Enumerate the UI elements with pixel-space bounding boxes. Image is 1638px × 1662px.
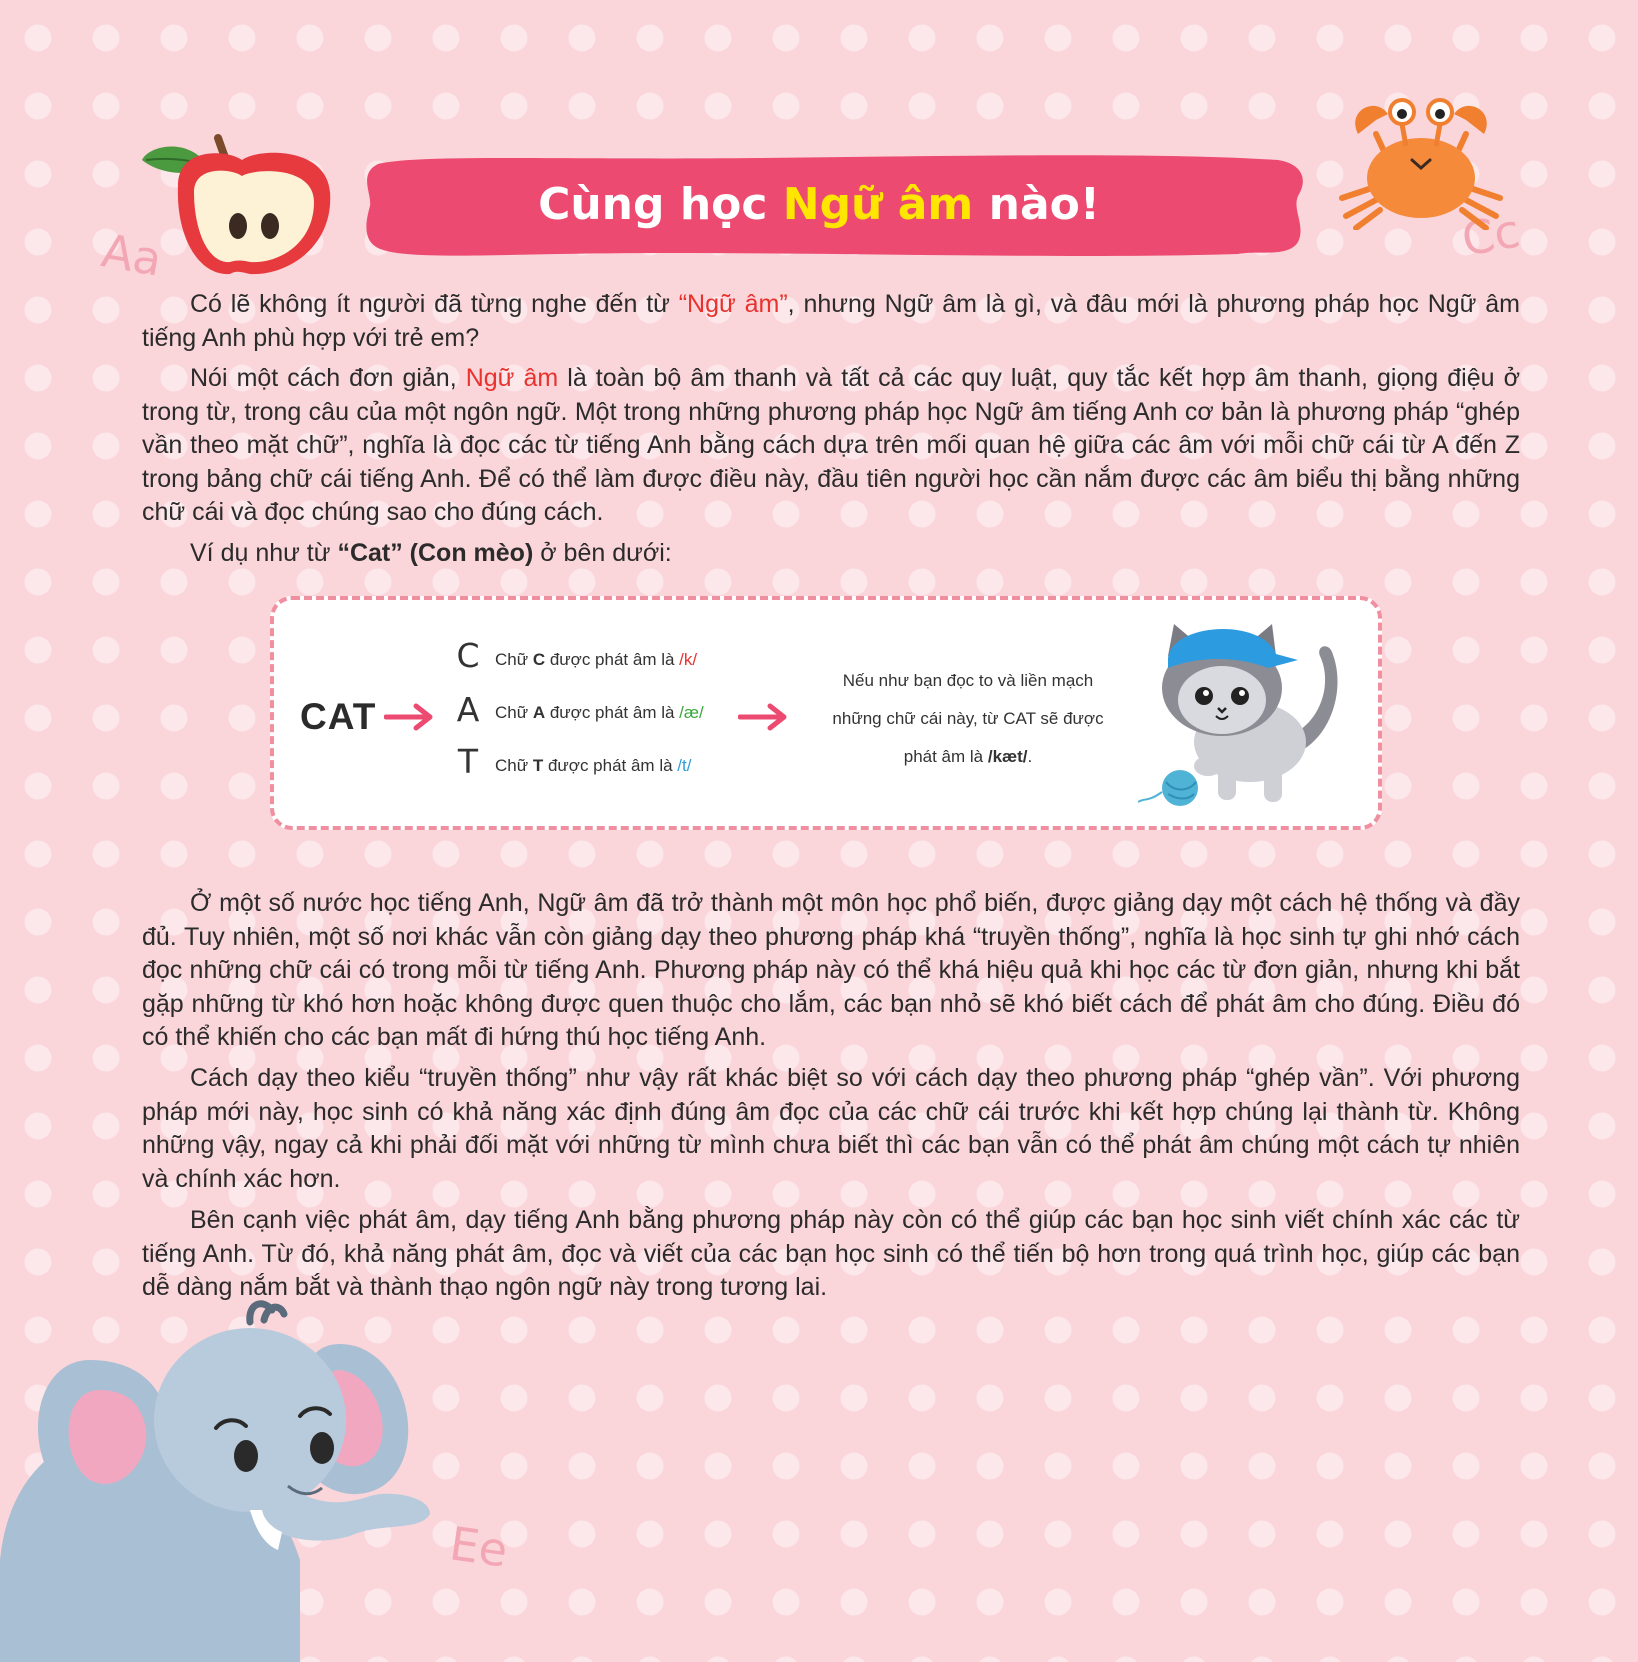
letter-a: A bbox=[456, 690, 480, 729]
paragraph-definition: Nói một cách đơn giản, Ngữ âm là toàn bộ âm thanh và tất cả các quy luật, quy tắc kết hợp âm thanh, giọng điệu ở trong từ, trong câu của một ngôn ngữ. Một trong những phương pháp học Ngữ âm tiếng Anh cơ bản là phương pháp “ghép vần theo mặt chữ”, nghĩa là đọc các từ tiếng Anh bằng cách dựa trên mối quan hệ giữa các âm với mỗi chữ cái từ A đến Z trong bảng chữ cái tiếng Anh. Để có thể làm được điều này, đầu tiên người học cần nắm được các âm biểu thị bằng những chữ cái và đọc chúng sao cho đúng cách. bbox=[142, 364, 1520, 526]
paragraph-comparison: Cách dạy theo kiểu “truyền thống” như vậy rất khác biệt so với cách dạy theo phương pháp “ghép vần”. Với phương pháp mới này, học sinh có khả năng xác định đúng âm đọc của các chữ cái trước khi kết hợp chúng lại thành từ. Không những vậy, ngay cả khi phải đối mặt với những từ mình chưa biết thì các bạn vẫn có thể phát âm chúng một cách tự nhiên và chính xác hơn. bbox=[142, 1064, 1520, 1193]
paragraph-intro: Có lẽ không ít người đã từng nghe đến từ “Ngữ âm”, nhưng Ngữ âm là gì, và đâu mới là phương pháp học Ngữ âm tiếng Anh phù hợp với trẻ em? bbox=[142, 290, 1520, 352]
elephant-icon bbox=[0, 1300, 460, 1662]
arrow-right-icon bbox=[738, 702, 790, 732]
paragraph-example-intro: Ví dụ như từ “Cat” (Con mèo) ở bên dưới: bbox=[190, 539, 672, 567]
rule-a: Chữ A được phát âm là /æ/ bbox=[495, 703, 704, 722]
decorative-letters-ee: Ee bbox=[446, 1516, 511, 1578]
decorative-letters-cc: Cc bbox=[1457, 203, 1524, 267]
example-word: CAT bbox=[300, 696, 377, 737]
example-result: Nếu như bạn đọc to và liền mạch những chữ cái này, từ CAT sẽ được phát âm là /kæt/. bbox=[832, 671, 1104, 766]
page-title: Cùng học Ngữ âm nào! bbox=[538, 179, 1100, 230]
rule-t: Chữ T được phát âm là /t/ bbox=[495, 756, 692, 775]
rule-c: Chữ C được phát âm là /k/ bbox=[495, 650, 698, 669]
letter-c: C bbox=[456, 636, 480, 675]
paragraph-benefits: Bên cạnh việc phát âm, dạy tiếng Anh bằng phương pháp này còn có thể giúp các bạn học sinh viết chính xác các từ tiếng Anh. Từ đó, khả năng phát âm, đọc và viết của các bạn học sinh có thể tiến bộ hơn trong quá trình học, giúp các bạn dễ dàng nắm bắt và thành thạo ngôn ngữ này trong tương lai. bbox=[142, 1206, 1520, 1301]
cat-icon bbox=[1138, 616, 1348, 812]
paragraph-traditional: Ở một số nước học tiếng Anh, Ngữ âm đã trở thành một môn học phổ biến, được giảng dạy một cách hệ thống và đầy đủ. Tuy nhiên, một số nơi khác vẫn còn giảng dạy theo phương pháp khá “truyền thống”, nghĩa là học sinh tự ghi nhớ cách đọc những chữ cái có trong mỗi từ tiếng Anh. Phương pháp này có thể khá hiệu quả khi học các từ đơn giản, nhưng khi bắt gặp những từ khó hơn hoặc không được quen thuộc cho lắm, các bạn nhỏ sẽ khó biết cách để phát âm cho đúng. Điều đó có thể khiến cho các bạn mất đi hứng thú học tiếng Anh. bbox=[142, 889, 1520, 1051]
decorative-letters-aa: Aa bbox=[97, 223, 166, 287]
arrow-right-icon bbox=[384, 702, 436, 732]
letter-t: T bbox=[457, 742, 479, 781]
